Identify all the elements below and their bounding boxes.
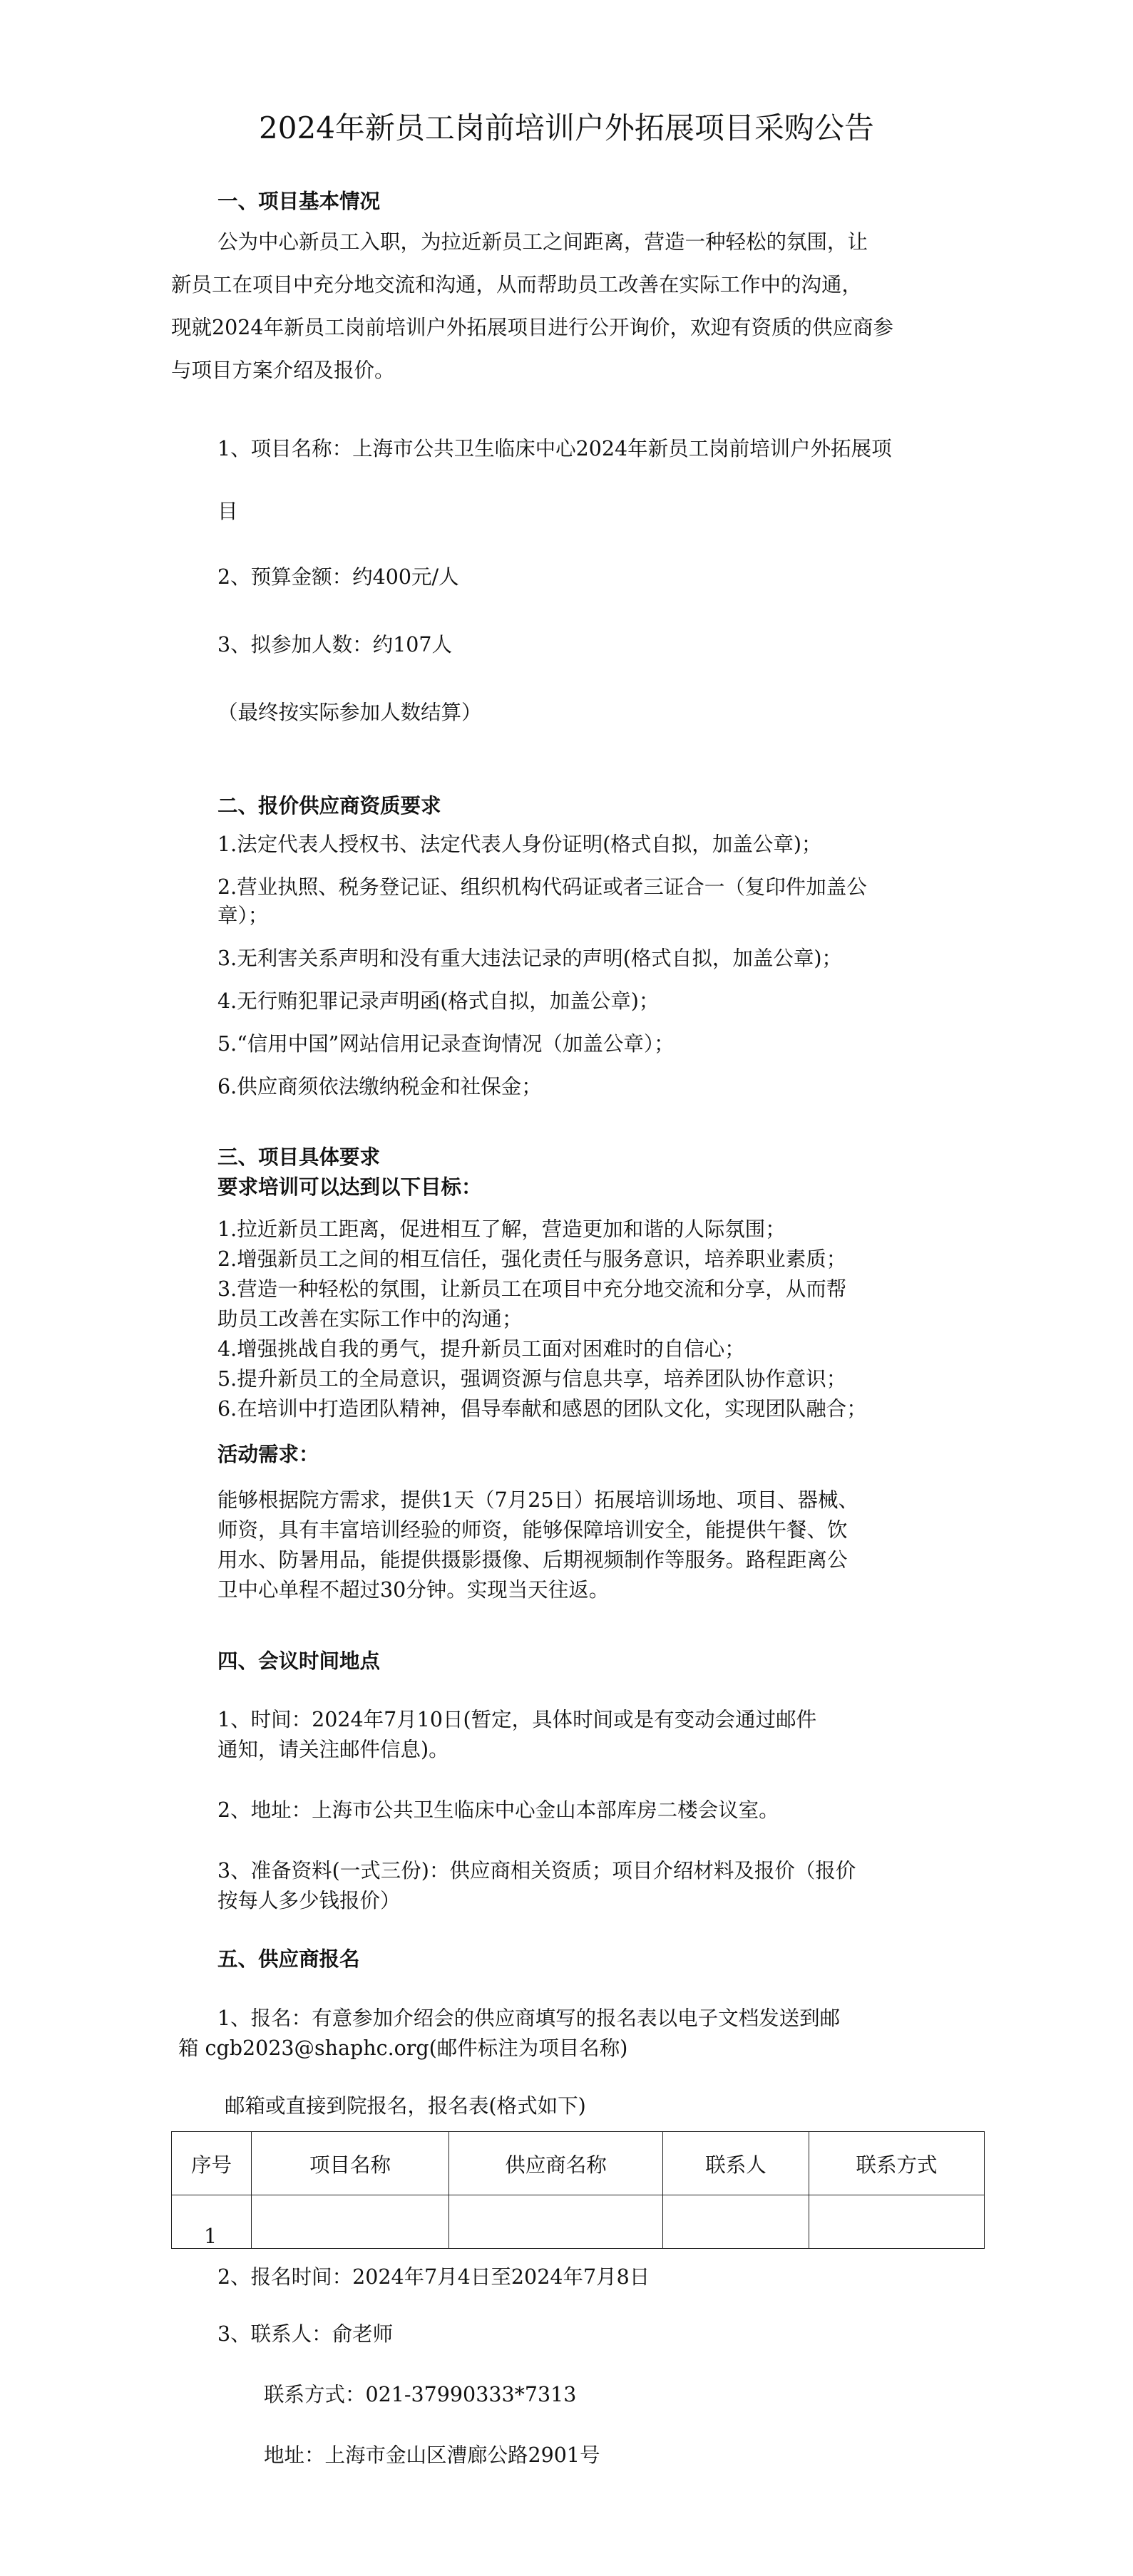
header-supplier-name: 供应商名称 — [449, 2132, 663, 2195]
table-header-row — [172, 2132, 985, 2195]
header-contact-person: 联系人 — [663, 2132, 809, 2195]
section-4-heading: 四、会议时间地点 — [217, 1649, 381, 1673]
goal-item: 6.在培训中打造团队精神，倡导奉献和感恩的团队文化，实现团队融合； — [217, 1397, 867, 1421]
goal-item: 3.营造一种轻松的氛围，让新员工在项目中充分地交流和分享，从而帮 — [217, 1277, 847, 1301]
qualification-item: 5.“信用中国”网站信用记录查询情况（加盖公章）； — [217, 1032, 675, 1056]
meeting-time-line-2: 通知，请关注邮件信息)。 — [217, 1738, 449, 1761]
qualification-item: 2.营业执照、税务登记证、组织机构代码证或者三证合一（复印件加盖公 — [217, 875, 867, 899]
qualification-item: 4.无行贿犯罪记录声明函(格式自拟，加盖公章)； — [217, 989, 660, 1013]
registration-line-1: 1、报名：有意参加介绍会的供应商填写的报名表以电子文档发送到邮 — [217, 2006, 841, 2030]
qualification-item: 1.法定代表人授权书、法定代表人身份证明(格式自拟，加盖公章)； — [217, 833, 822, 856]
cell-contact-person — [663, 2195, 809, 2249]
page-title: 2024年新员工岗前培训户外拓展项目采购公告 — [259, 110, 874, 145]
header-contact-method: 联系方式 — [809, 2132, 985, 2195]
prepare-docs-line-1: 3、准备资料(一式三份)：供应商相关资质；项目介绍材料及报价（报价 — [217, 1859, 856, 1882]
contact-phone: 联系方式：021-37990333*7313 — [264, 2383, 577, 2406]
cell-contact-method — [809, 2195, 985, 2249]
intro-line-1: 公为中心新员工入职，为拉近新员工之间距离，营造一种轻松的氛围，让 — [217, 230, 868, 254]
header-serial: 序号 — [172, 2132, 252, 2195]
project-name-line-2: 目 — [217, 500, 238, 523]
settlement-note: （最终按实际参加人数结算） — [217, 701, 482, 724]
goal-item: 4.增强挑战自我的勇气，提升新员工面对困难时的自信心； — [217, 1337, 745, 1361]
meeting-time-line-1: 1、时间：2024年7月10日(暂定，具体时间或是有变动会通过邮件 — [217, 1708, 817, 1731]
goal-item: 助员工改善在实际工作中的沟通； — [217, 1307, 523, 1331]
intro-line-4: 与项目方案介绍及报价。 — [171, 359, 395, 382]
table-row — [172, 2195, 985, 2249]
meeting-address: 2、地址：上海市公共卫生临床中心金山本部库房二楼会议室。 — [217, 1798, 779, 1822]
activity-line: 用水、防暑用品，能提供摄影摄像、后期视频制作等服务。路程距离公 — [217, 1548, 848, 1572]
prepare-docs-line-2: 按每人多少钱报价） — [217, 1889, 401, 1912]
goal-item: 2.增强新员工之间的相互信任，强化责任与服务意识，培养职业素质； — [217, 1247, 847, 1271]
cell-supplier-name — [449, 2195, 663, 2249]
header-project-name: 项目名称 — [252, 2132, 449, 2195]
section-3-heading: 三、项目具体要求 — [217, 1145, 381, 1169]
contact-person: 3、联系人：俞老师 — [217, 2322, 394, 2346]
section-2-heading: 二、报价供应商资质要求 — [217, 793, 441, 818]
activity-line: 能够根据院方需求，提供1天（7月25日）拓展培训场地、项目、器械、 — [217, 1488, 859, 1512]
intro-line-2: 新员工在项目中充分地交流和沟通，从而帮助员工改善在实际工作中的沟通， — [171, 273, 863, 297]
intro-line-3: 现就2024年新员工岗前培训户外拓展项目进行公开询价，欢迎有资质的供应商参 — [171, 316, 894, 339]
activity-line: 师资，具有丰富培训经验的师资，能够保障培训安全，能提供午餐、饮 — [217, 1518, 848, 1542]
project-name-line-1: 1、项目名称：上海市公共卫生临床中心2024年新员工岗前培训户外拓展项 — [217, 437, 892, 460]
section-1-heading: 一、项目基本情况 — [217, 189, 381, 213]
cell-project-name — [252, 2195, 449, 2249]
qualification-item: 3.无利害关系声明和没有重大违法记录的声明(格式自拟，加盖公章)； — [217, 947, 842, 970]
goal-item: 5.提升新员工的全局意识，强调资源与信息共享，培养团队协作意识； — [217, 1367, 847, 1391]
qualification-item: 6.供应商须依法缴纳税金和社保金； — [217, 1075, 542, 1098]
cell-serial: 1 — [172, 2195, 252, 2249]
section-5-heading: 五、供应商报名 — [217, 1947, 360, 1971]
activity-heading: 活动需求： — [217, 1442, 319, 1466]
goals-heading: 要求培训可以达到以下目标： — [217, 1175, 482, 1199]
registration-line-2: 箱 cgb2023@shaphc.org(邮件标注为项目名称) — [178, 2036, 628, 2060]
activity-line: 卫中心单程不超过30分钟。实现当天往返。 — [217, 1578, 610, 1602]
goal-item: 1.拉近新员工距离，促进相互了解，营造更加和谐的人际氛围； — [217, 1217, 786, 1241]
participant-count: 3、拟参加人数：约107人 — [217, 633, 453, 656]
registration-line-3: 邮箱或直接到院报名，报名表(格式如下) — [225, 2094, 586, 2118]
budget-amount: 2、预算金额：约400元/人 — [217, 565, 459, 589]
contact-address: 地址：上海市金山区漕廊公路2901号 — [264, 2443, 600, 2467]
qualification-item: 章）； — [217, 904, 269, 927]
registration-time: 2、报名时间：2024年7月4日至2024年7月8日 — [217, 2265, 650, 2289]
registration-form-table — [171, 2131, 985, 2249]
